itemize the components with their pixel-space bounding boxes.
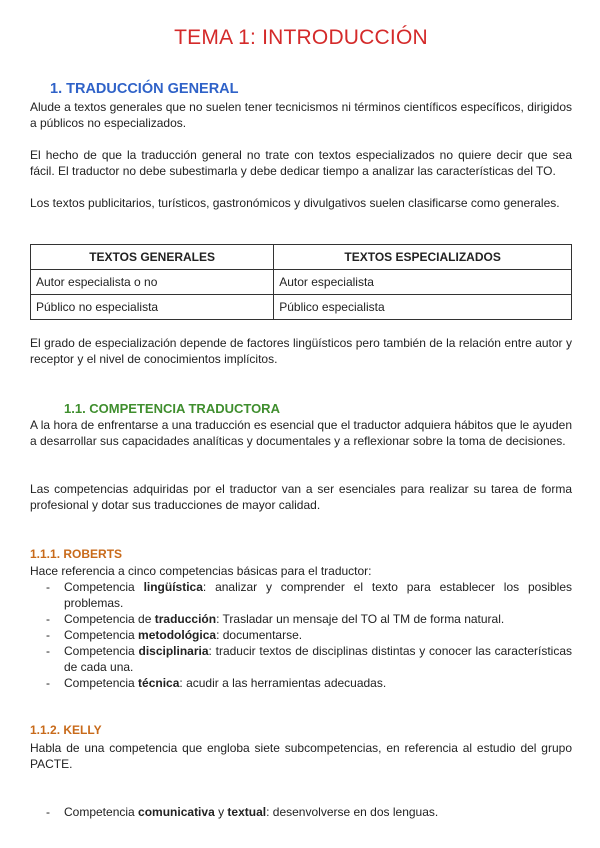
list-item: - Competencia comunicativa y textual: desenvolverse en dos lenguas. xyxy=(46,805,439,819)
paragraph-definition: Alude a textos generales que no suelen tener tecnicismos ni términos científicos específicos, dirigidos a públicos no especializados. xyxy=(30,100,572,130)
table-cell: Autor especialista o no xyxy=(31,270,274,295)
paragraph-kelly-intro: Habla de una competencia que engloba siete subcompetencias, en referencia al estudio del grupo PACTE. xyxy=(30,741,572,771)
table-row xyxy=(31,270,572,295)
paragraph-difficulty: El hecho de que la traducción general no trate con textos especializados no quiere decir que sea fácil. El traductor no debe subestimarla y debe dedicar tiempo a analizar las características del TO. xyxy=(30,148,572,178)
list-item: - Competencia de traducción: Trasladar un mensaje del TO al TM de forma natural. xyxy=(46,612,505,626)
list-item: - Competencia lingüística: analizar y comprender el texto para establecer los posibles problemas. xyxy=(46,580,573,610)
table-header-generales: TEXTOS GENERALES xyxy=(31,245,274,270)
comparison-table xyxy=(30,244,572,320)
table-cell: Autor especialista xyxy=(274,270,572,295)
paragraph-specialization: El grado de especialización depende de factores lingüísticos pero también de la relación entre autor y receptor y el nivel de conocimientos implícitos. xyxy=(30,336,572,366)
list-item: - Competencia disciplinaria: traducir textos de disciplinas distintas y conocer las características de cada una. xyxy=(46,644,572,674)
paragraph-roberts-intro: Hace referencia a cinco competencias básicas para el traductor: xyxy=(30,564,372,578)
paragraph-text-types: Los textos publicitarios, turísticos, gastronómicos y divulgativos suelen clasificarse como generales. xyxy=(30,196,560,210)
section-heading-traduccion-general: 1. TRADUCCIÓN GENERAL xyxy=(50,81,239,97)
list-item: - Competencia técnica: acudir a las herramientas adecuadas. xyxy=(46,676,387,690)
roberts-competence-list xyxy=(30,579,572,691)
kelly-competence-list xyxy=(30,804,572,820)
section-heading-competencia-traductora: 1.1. COMPETENCIA TRADUCTORA xyxy=(64,401,280,416)
table-header-row xyxy=(31,245,572,270)
page-title: TEMA 1: INTRODUCCIÓN xyxy=(174,26,428,49)
table-cell: Público especialista xyxy=(274,295,572,320)
paragraph-habits: A la hora de enfrentarse a una traducción es esencial que el traductor adquiera hábitos que le ayuden a desarrollar sus capacidades analíticas y documentales y a reflexionar sobre la toma de decisiones. xyxy=(30,418,572,448)
section-heading-kelly: 1.1.2. KELLY xyxy=(30,723,102,737)
list-item: - Competencia metodológica: documentarse. xyxy=(46,628,303,642)
paragraph-competences: Las competencias adquiridas por el traductor van a ser esenciales para realizar su tarea de forma profesional y dotar sus traducciones de mayor calidad. xyxy=(30,482,572,512)
table-cell: Público no especialista xyxy=(31,295,274,320)
section-heading-roberts: 1.1.1. ROBERTS xyxy=(30,547,123,561)
table-row xyxy=(31,295,572,320)
table-header-especializados: TEXTOS ESPECIALIZADOS xyxy=(274,245,572,270)
